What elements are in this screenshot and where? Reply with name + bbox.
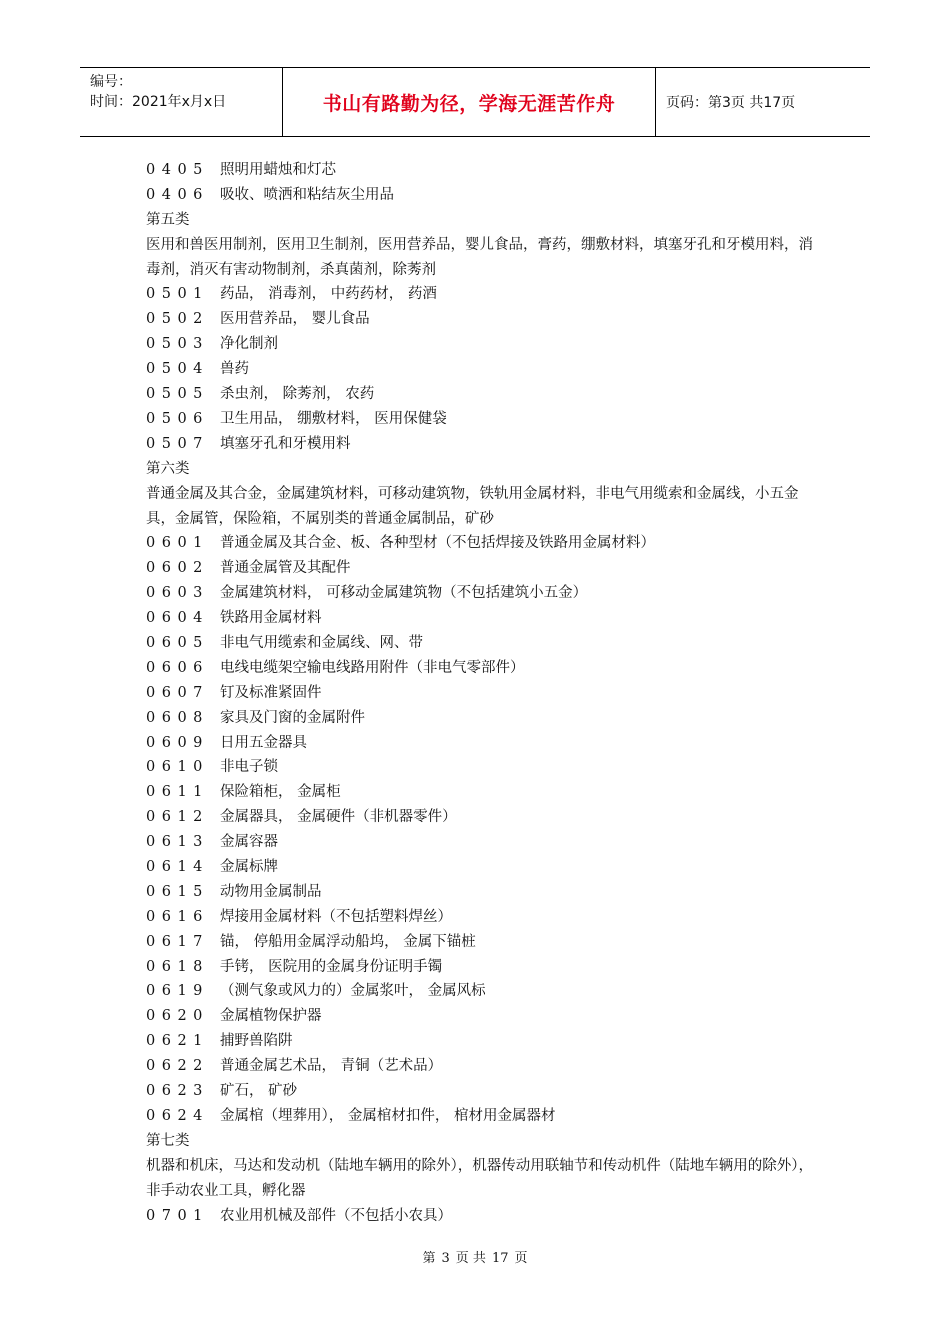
page-header [80, 67, 870, 137]
item-text: 第六类 [146, 460, 190, 477]
page-footer [0, 1247, 950, 1266]
class-item [146, 905, 816, 930]
class-item [146, 855, 816, 880]
class-item [146, 1079, 816, 1104]
item-text: 铁路用金属材料 [220, 610, 322, 627]
class-item [146, 1029, 816, 1054]
page-info: 页码：第3页 共17页 [666, 95, 796, 111]
class-item [146, 656, 816, 681]
item-text: 手铐， 医院用的金属身份证明手镯 [220, 958, 443, 975]
footer-page-number: 3 [441, 1251, 450, 1266]
class-item [146, 930, 816, 955]
class-item [146, 282, 816, 307]
item-text: 金属容器 [220, 834, 278, 851]
item-text: 金属棺（埋葬用）， 金属棺材扣件， 棺材用金属器材 [220, 1107, 556, 1124]
item-text: 锚， 停船用金属浮动船坞， 金属下锚桩 [220, 933, 476, 950]
item-code: 0614 [146, 859, 209, 875]
class-item [146, 731, 816, 756]
item-code: 0503 [146, 336, 209, 353]
item-text: 兽药 [220, 361, 249, 378]
item-text: 普通金属及其合金，金属建筑材料，可移动建筑物，铁轨用金属材料，非电气用缆索和金属线，小五金具，金属管，保险箱，不属别类的普通金属制品，矿砂 [146, 485, 799, 527]
class-item [146, 631, 816, 656]
header-page-cell [656, 68, 870, 136]
item-text: 金属建筑材料， 可移动金属建筑物（不包括建筑小五金） [220, 585, 588, 602]
item-text: 电线电缆架空输电线路用附件（非电气零部件） [220, 659, 525, 676]
class-item [146, 581, 816, 606]
item-code: 0612 [146, 809, 209, 826]
item-text: 矿石， 矿砂 [220, 1083, 298, 1100]
item-code: 0624 [146, 1107, 209, 1124]
item-text: 医用营养品， 婴儿食品 [220, 311, 370, 328]
footer-total-pages: 17 [491, 1251, 509, 1266]
item-text: 家具及门窗的金属附件 [220, 709, 365, 726]
class-item [146, 681, 816, 706]
item-text: 动物用金属制品 [220, 883, 322, 900]
number-label: 编号： [90, 74, 132, 90]
class-item [146, 606, 816, 631]
class-item [146, 780, 816, 805]
item-text: 焊接用金属材料（不包括塑料焊丝） [220, 908, 452, 925]
item-code: 0507 [146, 435, 209, 452]
item-code: 0613 [146, 834, 209, 851]
item-text: 机器和机床，马达和发动机（陆地车辆用的除外），机器传动用联轴节和传动机件（陆地车辆用的除外），非手动农业工具，孵化器 [146, 1157, 813, 1199]
item-code: 0611 [146, 784, 209, 801]
footer-suffix: 页 [514, 1251, 528, 1266]
item-code: 0619 [146, 983, 209, 1000]
class-item [146, 830, 816, 855]
item-text: 药品， 消毒剂， 中药药材， 药酒 [220, 286, 437, 303]
item-code: 0620 [146, 1008, 209, 1025]
item-code: 0505 [146, 386, 209, 403]
item-text: 卫生用品， 绷敷材料， 医用保健袋 [220, 410, 447, 427]
item-text: 捕野兽陷阱 [220, 1033, 293, 1050]
class-item [146, 1004, 816, 1029]
item-code: 0621 [146, 1033, 209, 1050]
class-item [146, 556, 816, 581]
item-code: 0406 [146, 186, 209, 203]
item-text: 非电子锁 [220, 759, 278, 776]
footer-mid: 页 共 [455, 1251, 486, 1266]
item-text: 杀虫剂， 除莠剂， 农药 [220, 386, 375, 403]
item-text: 医用和兽医用制剂，医用卫生制剂，医用营养品，婴儿食品，膏药，绷敷材料，填塞牙孔和牙模用料，消毒剂，消灭有害动物制剂，杀真菌剂，除莠剂 [146, 236, 813, 278]
item-text: 钉及标准紧固件 [220, 684, 322, 701]
class-item [146, 1054, 816, 1079]
item-code: 0608 [146, 709, 209, 726]
item-code: 0605 [146, 634, 209, 651]
class-item [146, 1204, 816, 1229]
item-text: 金属标牌 [220, 859, 278, 875]
class-item [146, 332, 816, 357]
item-text: 吸收、喷洒和粘结灰尘用品 [220, 186, 394, 203]
class-description [146, 1154, 816, 1204]
item-text: 普通金属艺术品， 青铜（艺术品） [220, 1058, 443, 1075]
item-text: 金属器具， 金属硬件（非机器零件） [220, 809, 457, 826]
motto: 书山有路勤为径，学海无涯苦作舟 [322, 92, 616, 115]
item-code: 0506 [146, 410, 209, 427]
header-info-cell [80, 68, 283, 136]
item-code: 0610 [146, 759, 209, 776]
item-code: 0405 [146, 162, 209, 178]
class-item [146, 382, 816, 407]
class-item [146, 183, 816, 208]
item-code: 0609 [146, 734, 209, 751]
item-text: 填塞牙孔和牙模用料 [220, 435, 351, 452]
item-text: 保险箱柜， 金属柜 [220, 784, 341, 801]
item-text: 非电气用缆索和金属线、网、带 [220, 634, 423, 651]
class-description [146, 482, 816, 532]
item-text: 第五类 [146, 211, 190, 228]
class-heading [146, 208, 816, 233]
item-code: 0607 [146, 684, 209, 701]
class-heading [146, 457, 816, 482]
class-item [146, 531, 816, 556]
item-text: 照明用蜡烛和灯芯 [220, 162, 336, 178]
class-item [146, 880, 816, 905]
item-code: 0604 [146, 610, 209, 627]
item-text: （测气象或风力的）金属浆叶， 金属风标 [220, 983, 486, 1000]
class-item [146, 432, 816, 457]
item-code: 0504 [146, 361, 209, 378]
item-text: 普通金属管及其配件 [220, 560, 351, 577]
class-item [146, 706, 816, 731]
item-code: 0606 [146, 659, 209, 676]
item-code: 0618 [146, 958, 209, 975]
class-item [146, 307, 816, 332]
item-code: 0601 [146, 535, 209, 552]
class-item [146, 805, 816, 830]
class-item [146, 979, 816, 1004]
item-code: 0615 [146, 883, 209, 900]
document-body [146, 158, 816, 1228]
class-item [146, 1104, 816, 1129]
class-item [146, 407, 816, 432]
class-item [146, 955, 816, 980]
class-item [146, 357, 816, 382]
item-code: 0501 [146, 286, 209, 303]
class-item [146, 158, 816, 183]
item-text: 农业用机械及部件（不包括小农具） [220, 1207, 452, 1224]
item-code: 0617 [146, 933, 209, 950]
class-item [146, 755, 816, 780]
item-code: 0616 [146, 908, 209, 925]
class-description [146, 233, 816, 283]
item-code: 0502 [146, 311, 209, 328]
item-text: 第七类 [146, 1132, 190, 1149]
item-text: 日用五金器具 [220, 734, 307, 751]
item-code: 0602 [146, 560, 209, 577]
item-text: 金属植物保护器 [220, 1008, 322, 1025]
item-code: 0623 [146, 1083, 209, 1100]
footer-prefix: 第 [422, 1251, 436, 1266]
item-code: 0622 [146, 1058, 209, 1075]
item-code: 0701 [146, 1207, 209, 1224]
class-heading [146, 1129, 816, 1154]
header-motto-cell [283, 68, 656, 136]
item-code: 0603 [146, 585, 209, 602]
time-label: 时间：2021年x月x日 [90, 94, 227, 110]
item-text: 普通金属及其合金、板、各种型材（不包括焊接及铁路用金属材料） [220, 535, 655, 552]
item-text: 净化制剂 [220, 336, 278, 353]
